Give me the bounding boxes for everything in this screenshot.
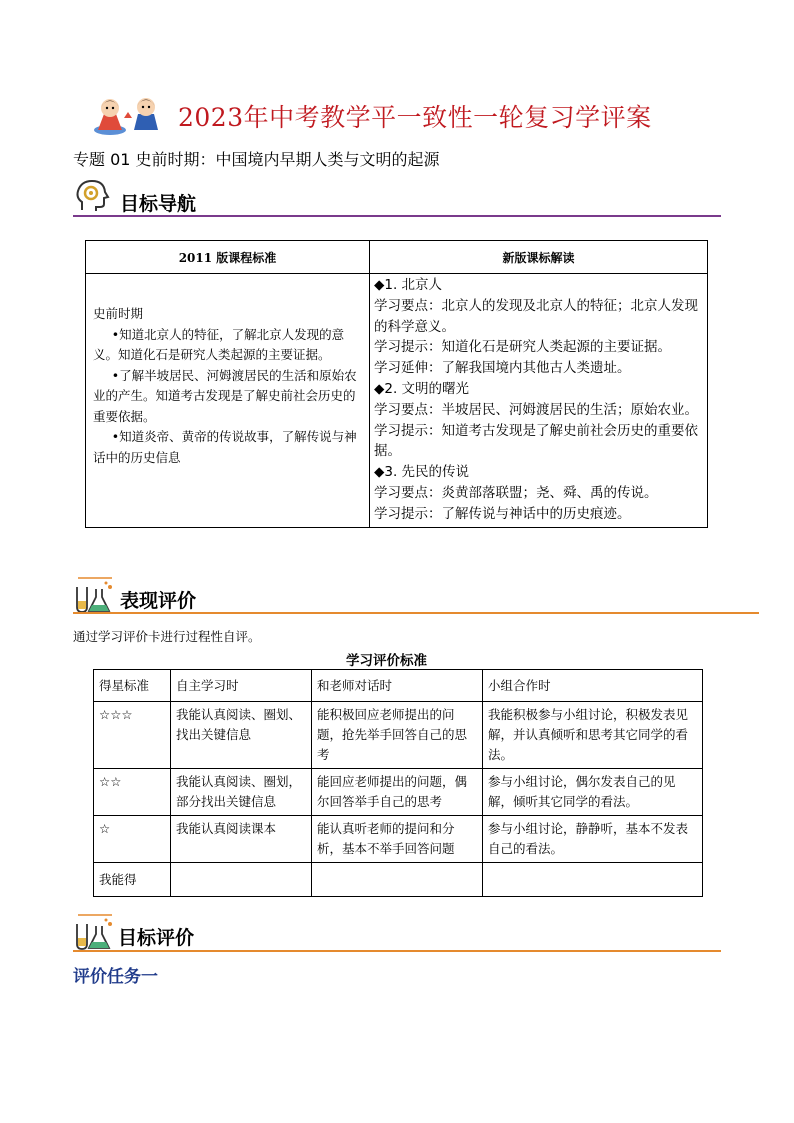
table-cell: 参与小组讨论，偶尔发表自己的见解，倾听其它同学的看法。 bbox=[483, 769, 703, 816]
table-row bbox=[94, 769, 703, 816]
score-input-cell[interactable] bbox=[312, 863, 483, 897]
self-eval-note: 通过学习评价卡进行过程性自评。 bbox=[73, 629, 261, 644]
section-title-performance: 表现评价 bbox=[120, 590, 197, 612]
section-divider bbox=[73, 950, 721, 952]
table-header: 和老师对话时 bbox=[312, 670, 483, 702]
section-divider bbox=[73, 215, 721, 217]
table-cell: 我能认真阅读、圈划、找出关键信息 bbox=[171, 702, 312, 769]
head-gear-icon bbox=[74, 178, 110, 214]
score-input-cell[interactable] bbox=[171, 863, 312, 897]
interpretation-line: ◆3. 先民的传说 bbox=[374, 464, 470, 481]
curriculum-standard-cell bbox=[86, 274, 370, 528]
section-title-goal-eval: 目标评价 bbox=[118, 927, 195, 949]
table-cell: 我能积极参与小组讨论，积极发表见解，并认真倾听和思考其它同学的看法。 bbox=[483, 702, 703, 769]
topic-subtitle: 专题 01 史前时期：中国境内早期人类与文明的起源 bbox=[73, 150, 440, 169]
task-heading: 评价任务一 bbox=[73, 967, 158, 987]
table-row bbox=[94, 702, 703, 769]
interpretation-line: 学习要点：半坡居民、河姆渡居民的生活；原始农业。 bbox=[374, 401, 698, 418]
table-cell: 我能认真阅读课本 bbox=[171, 816, 312, 863]
interpretation-cell bbox=[370, 274, 708, 528]
table-cell: 参与小组讨论，静静听，基本不发表自己的看法。 bbox=[483, 816, 703, 863]
table-header: 得星标准 bbox=[94, 670, 171, 702]
table-header: 新版课标解读 bbox=[370, 241, 708, 274]
interpretation-line: ◆2. 文明的曙光 bbox=[374, 380, 470, 397]
standard-item: •了解半坡居民、河姆渡居民的生活和原始农业的产生。知道考古发现是了解史前社会历史的重要依据。 bbox=[93, 367, 357, 424]
interpretation-line: 学习要点：北京人的发现及北京人的特征；北京人发现的科学意义。 bbox=[374, 297, 698, 335]
period-heading: 史前时期 bbox=[93, 306, 144, 321]
section-divider bbox=[73, 612, 759, 614]
interpretation-line: 学习要点：炎黄部落联盟；尧、舜、禹的传说。 bbox=[374, 484, 658, 501]
table-header: 自主学习时 bbox=[171, 670, 312, 702]
standard-item: •知道炎帝、黄帝的传说故事，了解传说与神话中的历史信息 bbox=[93, 429, 357, 465]
interpretation-line: ◆1. 北京人 bbox=[374, 277, 443, 293]
lab-flask-icon bbox=[72, 912, 116, 952]
evaluation-table bbox=[93, 669, 703, 897]
table-header: 小组合作时 bbox=[483, 670, 703, 702]
table-cell: 我能认真阅读、圈划，部分找出关键信息 bbox=[171, 769, 312, 816]
children-logo-icon bbox=[88, 92, 176, 136]
table-cell: 能积极回应老师提出的问题，抢先举手回答自己的思考 bbox=[312, 702, 483, 769]
interpretation-line: 学习提示：了解传说与神话中的历史痕迹。 bbox=[374, 505, 631, 522]
table-row bbox=[94, 863, 703, 897]
star-rating: ☆ bbox=[94, 816, 171, 863]
score-input-cell[interactable] bbox=[483, 863, 703, 897]
interpretation-line: 学习延伸：了解我国境内其他古人类遗址。 bbox=[374, 360, 631, 377]
table-row bbox=[94, 816, 703, 863]
table-cell: 能认真听老师的提问和分析，基本不举手回答问题 bbox=[312, 816, 483, 863]
table-header: 2011 版课程标准 bbox=[86, 241, 370, 274]
standard-item: •知道北京人的特征，了解北京人发现的意义。知道化石是研究人类起源的主要证据。 bbox=[93, 326, 345, 362]
table-cell: 能回应老师提出的问题，偶尔回答举手自己的思考 bbox=[312, 769, 483, 816]
standards-table bbox=[85, 240, 708, 528]
score-label: 我能得 bbox=[94, 863, 171, 897]
interpretation-line: 学习提示：知道考古发现是了解史前社会历史的重要依据。 bbox=[374, 422, 698, 460]
star-rating: ☆☆☆ bbox=[94, 702, 171, 769]
page-title: 2023年中考教学平一致性一轮复习学评案 bbox=[178, 103, 652, 132]
table-caption: 学习评价标准 bbox=[346, 653, 427, 669]
section-title-goal-nav: 目标导航 bbox=[120, 193, 197, 215]
interpretation-line: 学习提示：知道化石是研究人类起源的主要证据。 bbox=[374, 339, 671, 356]
lab-flask-icon bbox=[72, 575, 116, 615]
star-rating: ☆☆ bbox=[94, 769, 171, 816]
